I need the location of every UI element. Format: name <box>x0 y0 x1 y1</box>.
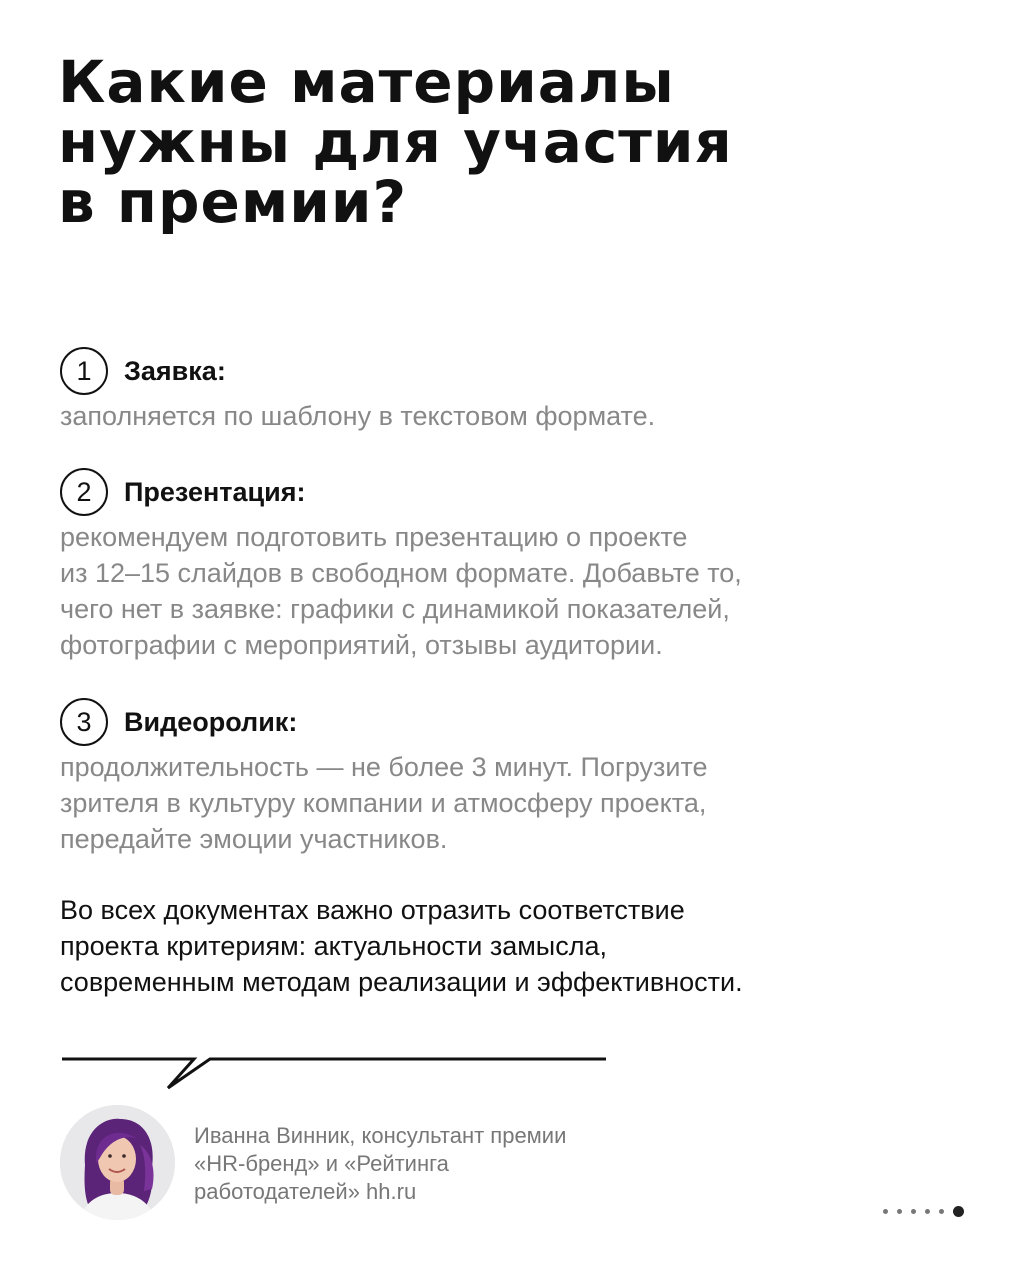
author-avatar <box>60 1105 175 1220</box>
description-line: заполняется по шаблону в текстовом формате. <box>60 401 656 431</box>
summary-text <box>60 892 880 1000</box>
item-header <box>60 467 860 517</box>
item-description <box>60 749 860 857</box>
requirement-application <box>60 346 860 434</box>
page-title <box>58 48 958 236</box>
page-dot[interactable] <box>925 1209 930 1214</box>
summary-line: Во всех документах важно отразить соответствие <box>60 895 685 925</box>
author-caption <box>194 1122 634 1206</box>
page-dot-active[interactable] <box>953 1206 964 1217</box>
summary-line: проекта критериям: актуальности замысла, <box>60 931 607 961</box>
item-description <box>60 398 860 434</box>
speech-bubble-line <box>60 1050 620 1094</box>
description-line: зрителя в культуру компании и атмосферу проекта, <box>60 788 707 818</box>
author-line: работодателей» hh.ru <box>194 1179 417 1204</box>
number-badge: 3 <box>60 698 108 746</box>
description-line: передайте эмоции участников. <box>60 824 448 854</box>
number-badge: 2 <box>60 468 108 516</box>
description-line: фотографии с мероприятий, отзывы аудитории. <box>60 630 663 660</box>
author-line: «HR-бренд» и «Рейтинга <box>194 1151 449 1176</box>
item-header <box>60 346 860 396</box>
author-line: Иванна Винник, консультант премии <box>194 1123 567 1148</box>
title-line: Какие материалы <box>58 48 675 116</box>
page-dot[interactable] <box>911 1209 916 1214</box>
item-title: Заявка: <box>124 355 226 386</box>
title-line: в премии? <box>58 168 408 236</box>
title-line: нужны для участия <box>58 108 733 176</box>
avatar-portrait-icon <box>60 1105 175 1220</box>
description-line: из 12–15 слайдов в свободном формате. Добавьте то, <box>60 558 742 588</box>
summary-line: современным методам реализации и эффективности. <box>60 967 743 997</box>
number-badge: 1 <box>60 347 108 395</box>
page-dot[interactable] <box>939 1209 944 1214</box>
item-title: Видеоролик: <box>124 706 298 737</box>
description-line: рекомендуем подготовить презентацию о проекте <box>60 522 688 552</box>
description-line: чего нет в заявке: графики с динамикой показателей, <box>60 594 730 624</box>
item-description <box>60 519 860 663</box>
page-dot[interactable] <box>883 1209 888 1214</box>
requirement-presentation <box>60 467 860 663</box>
description-line: продолжительность — не более 3 минут. Погрузите <box>60 752 708 782</box>
item-header <box>60 697 860 747</box>
requirement-video <box>60 697 860 857</box>
pagination-dots <box>883 1206 964 1217</box>
item-title: Презентация: <box>124 476 306 507</box>
page-dot[interactable] <box>897 1209 902 1214</box>
